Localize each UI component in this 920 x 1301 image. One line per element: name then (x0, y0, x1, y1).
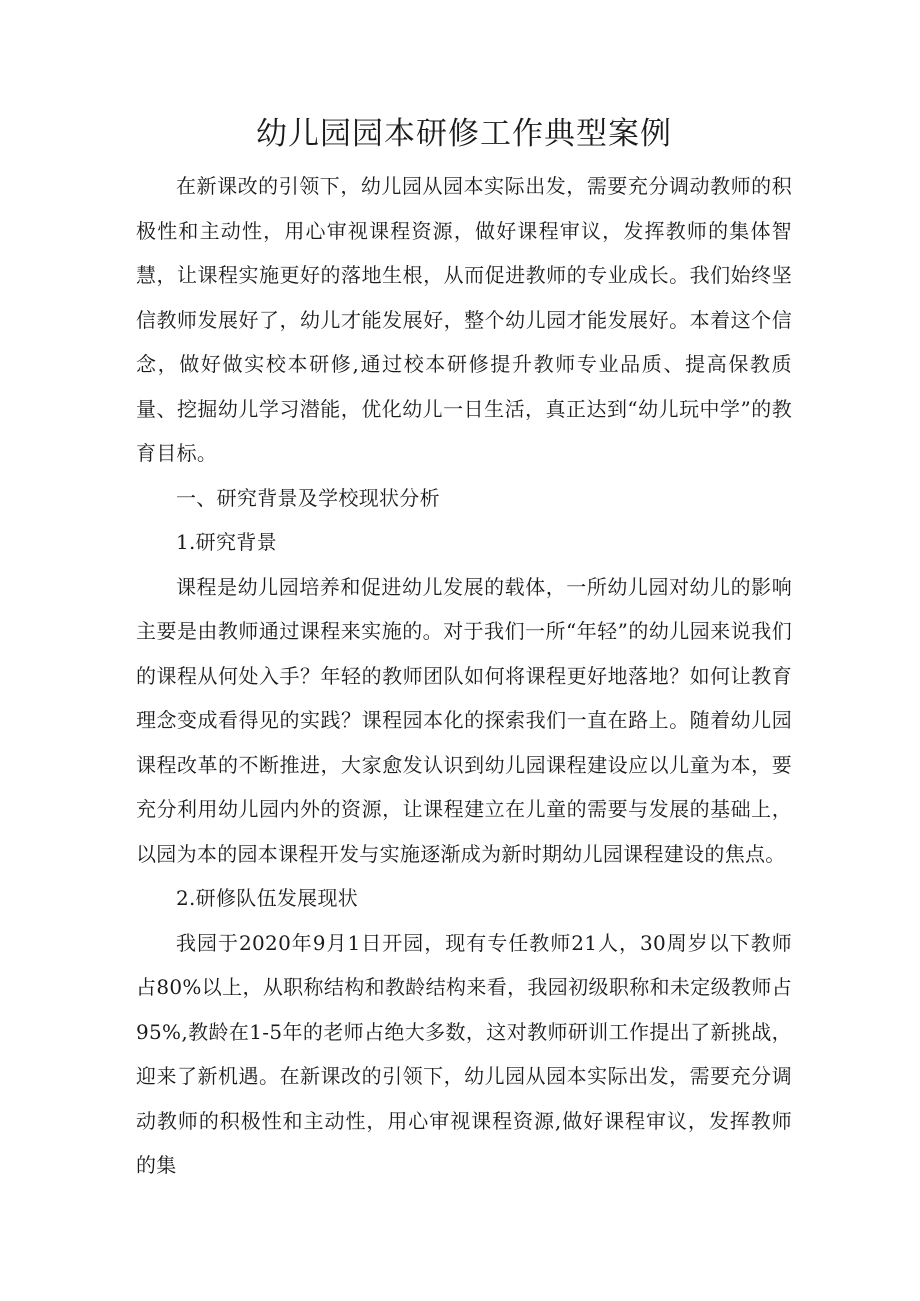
subheading-research-background: 1.研究背景 (176, 530, 277, 554)
team-status-paragraph: 我园于2020年9月1日开园，现有专任教师21人，30周岁以下教师占80%以上，从职称结构和教龄结构来看，我园初级职称和未定级教师占95%,教龄在1-5年的老师占绝大多数，这对教师研训工作提出了新挑战，迎来了新机遇。在新课改的引领下，幼儿园从园本实际出发，需要充分调动教师的积极性和主动性，用心审视课程资源,做好课程审议，发挥教师的集 (136, 930, 792, 1177)
intro-paragraph: 在新课改的引领下，幼儿园从园本实际出发，需要充分调动教师的积极性和主动性，用心审视课程资源，做好课程审议，发挥教师的集体智慧，让课程实施更好的落地生根，从而促进教师的专业成长。我们始终坚信教师发展好了，幼儿才能发展好，整个幼儿园才能发展好。本着这个信念，做好做实校本研修,通过校本研修提升教师专业品质、提高保教质量、挖掘幼儿学习潜能，优化幼儿一日生活，真正达到“幼儿玩中学”的教育目标。 (136, 174, 792, 465)
section-heading-background: 一、研究背景及学校现状分析 (176, 485, 440, 510)
document-title: 幼儿园园本研修工作典型案例 (256, 116, 672, 152)
research-background-paragraph: 课程是幼儿园培养和促进幼儿发展的载体，一所幼儿园对幼儿的影响主要是由教师通过课程来实施的。对于我们一所“年轻”的幼儿园来说我们的课程从何处入手？年轻的教师团队如何将课程更好地落地？如何让教育理念变成看得见的实践？课程园本化的探索我们一直在路上。随着幼儿园课程改革的不断推进，大家愈发认识到幼儿园课程建设应以儿童为本，要充分利用幼儿园内外的资源，让课程建立在儿童的需要与发展的基础上，以园为本的园本课程开发与实施逐渐成为新时期幼儿园课程建设的焦点。 (136, 574, 792, 866)
document-page (136, 104, 792, 1188)
subheading-team-status: 2.研修队伍发展现状 (176, 886, 359, 910)
